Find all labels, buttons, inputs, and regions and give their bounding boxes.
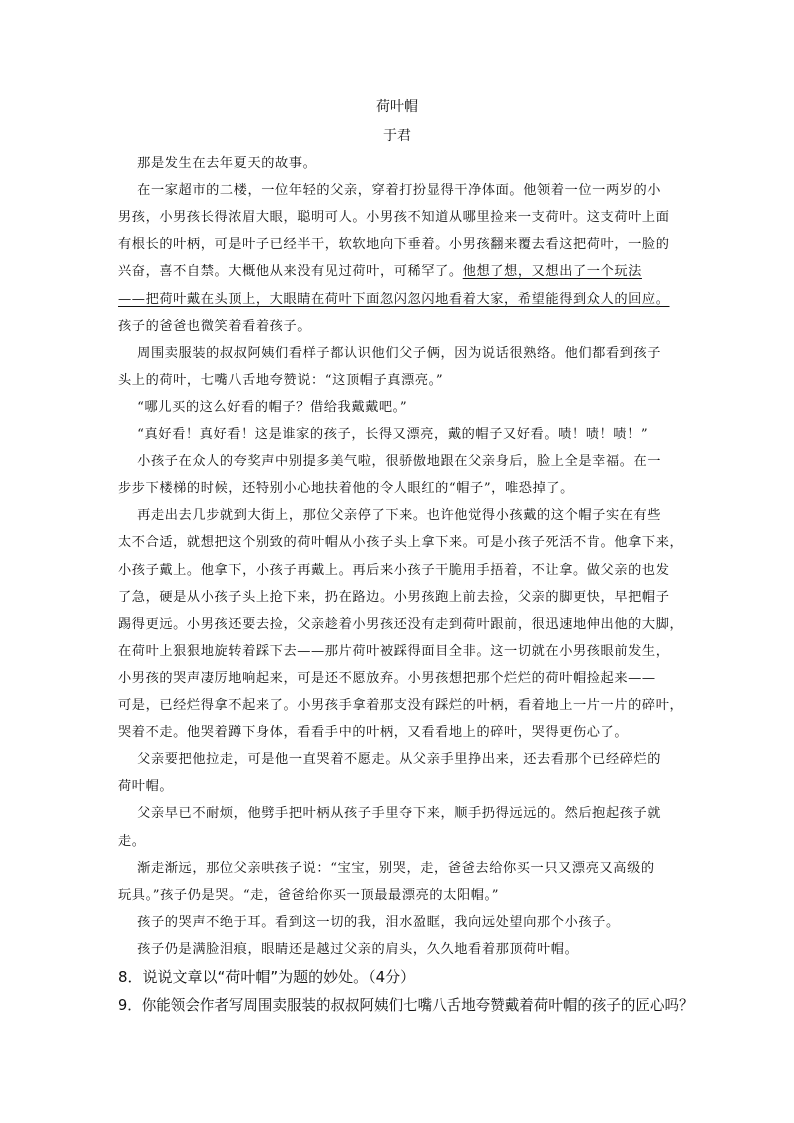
line-text: 孩子仍是满脸泪痕，眼睛还是越过父亲的肩头，久久地看着那顶荷叶帽。: [118, 941, 579, 957]
article-line: [118, 206, 670, 225]
article-line: [118, 369, 443, 388]
article-line: [118, 179, 661, 198]
article-line: [118, 911, 620, 930]
article-title: 荷叶帽: [376, 99, 418, 115]
line-text: 那是发生在去年夏天的故事。: [118, 156, 317, 171]
line-text: 头上的荷叶，七嘴八舌地夸赞说：“这顶帽子真漂亮。”: [118, 372, 444, 388]
article-line: [118, 884, 499, 903]
article-line: [118, 288, 670, 307]
article-line: [118, 559, 670, 578]
article-line: [118, 396, 407, 415]
line-text: 踢得更远。小男孩还要去捡，父亲趁着小男孩还没有走到荷叶跟前，很迅速地伸出他的大脚，: [118, 616, 684, 632]
underlined-text: 他想了想，又想出了一个玩法: [462, 264, 642, 280]
line-text: 走。: [118, 833, 146, 849]
line-text: “真好看！真好看！这是谁家的孩子，长得又漂亮，戴的帽子又好看。啧！啧！啧！”: [118, 427, 649, 442]
line-text: 可是，已经烂得拿不起来了。小男孩手拿着那支没有踩烂的叶柄，看着地上一片一片的碎叶，: [118, 698, 684, 713]
article-line: [118, 450, 661, 469]
article-line: [118, 667, 656, 686]
article-line: [118, 586, 670, 605]
line-text: 父亲要把他拉走，可是他一直哭着不愿走。从父亲手里挣出来，还去看那个已经碎烂的: [118, 752, 662, 768]
article-line: [118, 504, 661, 523]
line-text: 哭着不走。他哭着蹲下身体，看看手中的叶柄，又看看地上的碎叶，哭得更伤心了。: [118, 725, 629, 741]
line-text: 步步下楼梯的时候，还特别小心地扶着他的令人眼红的“帽子”，唯恐掉了。: [118, 481, 574, 497]
article-line: [118, 233, 670, 252]
article-line: [118, 802, 661, 821]
article-line: [118, 857, 655, 876]
line-text: 太不合适，就想把这个别致的荷叶帽从小孩子头上拿下来。可是小孩子死活不肯。他拿下来，: [118, 535, 684, 551]
line-text: 荷叶帽。: [118, 779, 174, 795]
line-text: 玩具。”孩子仍是哭。“走，爸爸给你买一顶最最漂亮的太阳帽。”: [118, 887, 500, 903]
line-text: 再走出去几步就到大街上，那位父亲停了下来。也许他觉得小孩戴的这个帽子实在有些: [118, 508, 662, 524]
line-text: 在荷叶上狠狠地旋转着踩下去——那片荷叶被踩得面目全非。这一切就在小男孩眼前发生，: [118, 643, 670, 659]
article-line: [118, 342, 661, 361]
article-line: [118, 260, 642, 279]
line-text: 周围卖服装的叔叔阿姨们看样子都认识他们父子俩，因为说话很熟络。他们都看到孩子: [118, 345, 662, 361]
article-line: [118, 694, 683, 713]
article-line: [118, 748, 661, 767]
line-text: “哪儿买的这么好看的帽子？借给我戴戴吧。”: [118, 399, 408, 415]
article-line: [118, 477, 574, 496]
line-text: 小孩子在众人的夸奖声中别提多美气啦，很骄傲地跟在父亲身后，脸上全是幸福。在一: [118, 454, 662, 470]
line-text: 小男孩的哭声凄厉地响起来，可是还不愿放弃。小男孩想把那个烂烂的荷叶帽捡起来——: [118, 670, 656, 686]
article-line: [118, 423, 648, 442]
line-text: 小孩子戴上。他拿下，小孩子再戴上。再后来小孩子干脆用手捂着，不让拿。做父亲的也发: [118, 562, 670, 578]
article-line: [118, 531, 683, 550]
line-text: 了急，硬是从小孩子头上抢下来，扔在路边。小男孩跑上前去捡，父亲的脚更快，早把帽子: [118, 589, 670, 605]
underlined-text: ——把荷叶戴在头顶上，大眼睛在荷叶下面忽闪忽闪地看着大家，希望能得到众人的回应。: [118, 291, 670, 307]
line-text: 兴奋，喜不自禁。大概他从来没有见过荷叶，可稀罕了。: [118, 264, 463, 280]
article-line: [118, 315, 311, 334]
article-line: [118, 830, 146, 849]
article-line: [118, 640, 670, 659]
question-8: 8．说说文章以“荷叶帽”为题的妙处。（4分）: [118, 968, 416, 986]
article-line: [118, 775, 173, 794]
line-text: 孩子的哭声不绝于耳。看到这一切的我，泪水盈眶，我向远处望向那个小孩子。: [118, 914, 620, 930]
article-line: [118, 152, 316, 171]
line-text: 渐走渐远，那位父亲哄孩子说：“宝宝，别哭，走，爸爸去给你买一只又漂亮又高级的: [118, 860, 655, 876]
article-line: [118, 721, 628, 740]
line-text: 有根长的叶柄，可是叶子已经半干，软软地向下垂着。小男孩翻来覆去看这把荷叶，一脸的: [118, 237, 670, 253]
line-text: 在一家超市的二楼，一位年轻的父亲，穿着打扮显得干净体面。他领着一位一两岁的小: [118, 183, 662, 199]
article-line: [118, 938, 578, 957]
article-author: 于君: [383, 128, 411, 144]
line-text: 父亲早已不耐烦，他劈手把叶柄从孩子手里夺下来，顺手扔得远远的。然后抱起孩子就: [118, 806, 662, 822]
question-9: 9．你能领会作者写周围卖服装的叔叔阿姨们七嘴八舌地夸赞戴着荷叶帽的孩子的匠心吗？: [118, 996, 694, 1014]
line-text: 男孩，小男孩长得浓眉大眼，聪明可人。小男孩不知道从哪里捡来一支荷叶。这支荷叶上面: [118, 210, 670, 226]
line-text: 孩子的爸爸也微笑着看着孩子。: [118, 318, 312, 334]
article-line: [118, 613, 683, 632]
